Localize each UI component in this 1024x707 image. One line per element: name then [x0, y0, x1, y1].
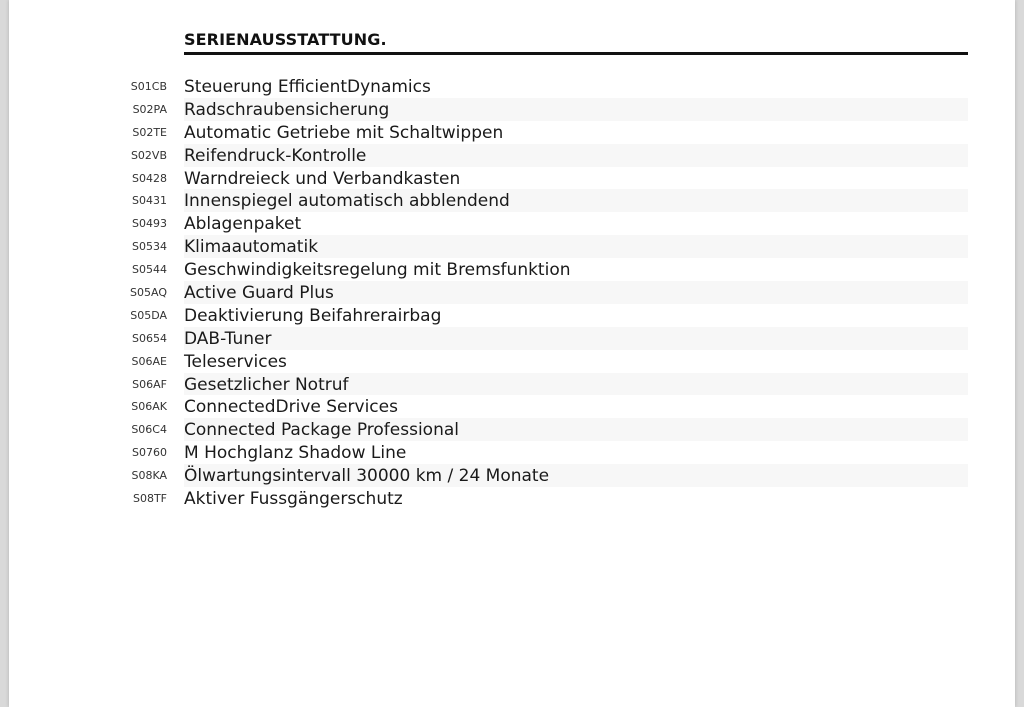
option-label: Deaktivierung Beifahrerairbag — [184, 305, 442, 326]
option-label: Klimaautomatik — [184, 237, 319, 258]
list-item — [9, 98, 1015, 121]
option-code: S08KA — [131, 469, 167, 483]
option-code: S06AF — [132, 377, 167, 391]
option-code: S02PA — [132, 102, 167, 116]
option-label: Warndreieck und Verbandkasten — [184, 168, 461, 189]
list-item — [9, 144, 1015, 167]
option-label: M Hochglanz Shadow Line — [184, 443, 407, 464]
list-item — [9, 258, 1015, 281]
row-background — [184, 350, 968, 373]
option-code: S0760 — [132, 446, 167, 460]
list-item — [9, 235, 1015, 258]
option-code: S0431 — [132, 194, 167, 208]
option-code: S06AE — [131, 354, 167, 368]
list-item — [9, 418, 1015, 441]
document-page — [9, 0, 1015, 707]
option-label: Ablagenpaket — [184, 214, 302, 235]
option-code: S02TE — [132, 125, 167, 139]
list-item — [9, 212, 1015, 235]
option-label: Connected Package Professional — [184, 420, 459, 441]
list-item — [9, 464, 1015, 487]
option-code: S06AK — [131, 400, 167, 414]
option-code: S0493 — [132, 217, 167, 231]
list-item — [9, 281, 1015, 304]
option-label: Aktiver Fussgängerschutz — [184, 489, 403, 510]
option-label: Active Guard Plus — [184, 283, 334, 304]
option-code: S01CB — [130, 80, 167, 93]
option-label: DAB-Tuner — [184, 328, 272, 349]
list-item — [9, 327, 1015, 350]
option-code: S02VB — [130, 148, 167, 162]
option-code: S0544 — [132, 263, 167, 277]
row-background — [184, 212, 968, 235]
option-code: S06C4 — [131, 423, 167, 437]
option-label: Gesetzlicher Notruf — [184, 374, 349, 395]
list-item — [9, 395, 1015, 418]
option-code: S0654 — [132, 331, 167, 345]
section-title: SERIENAUSSTATTUNG. — [184, 30, 387, 49]
list-item — [9, 441, 1015, 464]
option-label: Radschraubensicherung — [184, 99, 390, 120]
list-item — [9, 487, 1015, 510]
option-label: Automatic Getriebe mit Schaltwippen — [184, 122, 504, 143]
row-background — [184, 327, 968, 350]
list-item — [9, 167, 1015, 190]
option-code: S08TF — [132, 492, 167, 506]
option-code: S0428 — [132, 171, 167, 185]
equipment-list — [9, 75, 1015, 510]
option-code: S0534 — [132, 240, 167, 254]
list-item — [9, 189, 1015, 212]
list-item — [9, 75, 1015, 98]
list-item — [9, 304, 1015, 327]
option-label: Innenspiegel automatisch abblendend — [184, 191, 510, 212]
title-divider — [184, 52, 968, 55]
list-item — [9, 121, 1015, 144]
option-label: Steuerung EfficientDynamics — [184, 77, 431, 97]
option-label: Ölwartungsintervall 30000 km / 24 Monate — [184, 466, 550, 487]
option-code: S05AQ — [130, 286, 167, 300]
option-label: ConnectedDrive Services — [184, 397, 398, 418]
list-item — [9, 373, 1015, 396]
option-label: Geschwindigkeitsregelung mit Bremsfunktion — [184, 260, 571, 281]
list-item — [9, 350, 1015, 373]
option-label: Reifendruck-Kontrolle — [184, 145, 367, 166]
option-code: S05DA — [130, 308, 167, 322]
option-label: Teleservices — [184, 351, 287, 372]
